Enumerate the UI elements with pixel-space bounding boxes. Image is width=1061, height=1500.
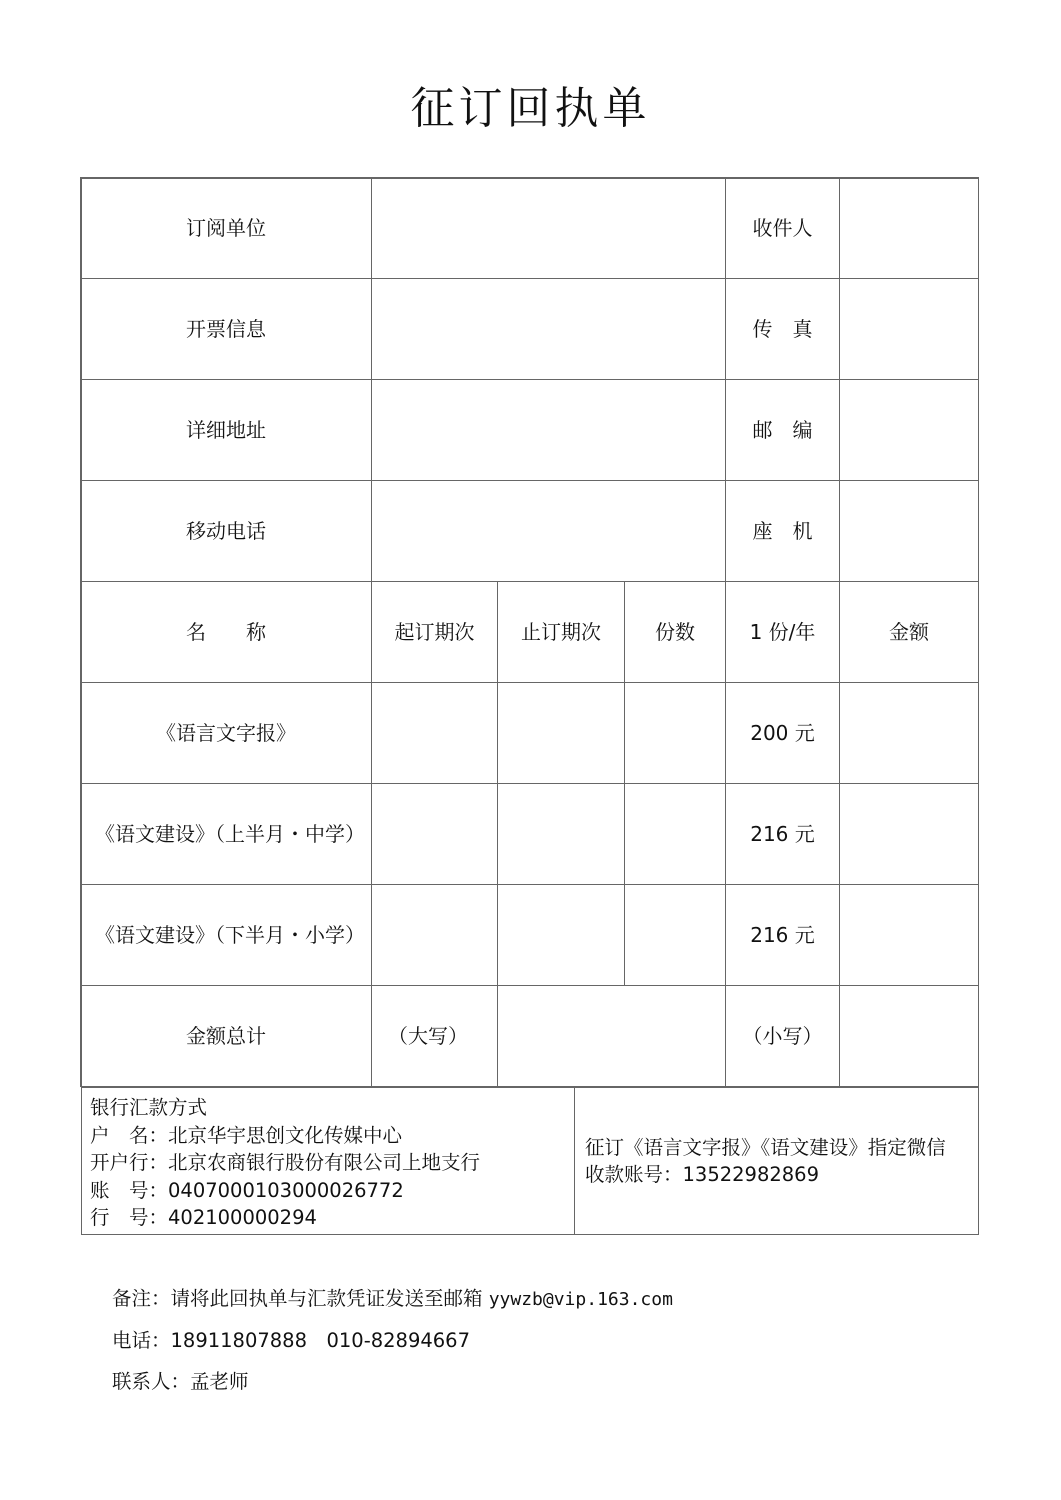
amount-field[interactable] (839, 783, 979, 885)
invoice-info-field[interactable] (371, 278, 726, 380)
postcode-field[interactable] (839, 379, 979, 481)
mobile-field[interactable] (371, 480, 726, 582)
copies-field[interactable] (624, 783, 726, 885)
subscription-form-table (81, 178, 979, 1087)
notes-section (112, 1278, 673, 1402)
wechat-account: 收款账号：13522982869 (585, 1163, 819, 1186)
bank-code: 行 号：402100000294 (90, 1206, 317, 1229)
bank-name: 开户行：北京农商银行股份有限公司上地支行 (90, 1151, 481, 1174)
header-end-issue: 止订期次 (497, 581, 625, 683)
bank-account-name: 户 名：北京华宇思创文化传媒中心 (90, 1123, 403, 1147)
item-name: 《语言文字报》 (80, 682, 372, 784)
start-issue-field[interactable] (371, 682, 498, 784)
start-issue-field[interactable] (371, 783, 498, 885)
landline-field[interactable] (839, 480, 979, 582)
phone-line: 电话：18911807888 010-82894667 (112, 1329, 470, 1352)
page-title: 征订回执单 (410, 83, 651, 134)
item-name: 《语文建设》（上半月・中学） (80, 783, 372, 885)
label-address: 详细地址 (80, 379, 372, 481)
contact-line: 联系人：孟老师 (112, 1370, 249, 1393)
address-field[interactable] (371, 379, 726, 481)
label-landline: 座 机 (725, 480, 840, 582)
amount-field[interactable] (839, 884, 979, 986)
item-price: 216 元 (725, 884, 840, 986)
start-issue-field[interactable] (371, 884, 498, 986)
bank-heading: 银行汇款方式 (90, 1096, 208, 1119)
copies-field[interactable] (624, 884, 726, 986)
label-lowercase: （小写） (725, 985, 840, 1087)
total-lowercase-field[interactable] (839, 985, 979, 1087)
remark-text: 备注：请将此回执单与汇款凭证发送至邮箱 (112, 1287, 489, 1310)
wechat-payment-info (574, 1087, 979, 1235)
label-fax: 传 真 (725, 278, 840, 380)
copies-field[interactable] (624, 682, 726, 784)
header-start-issue: 起订期次 (371, 581, 498, 683)
end-issue-field[interactable] (497, 884, 625, 986)
item-name: 《语文建设》（下半月・小学） (80, 884, 372, 986)
label-subscriber-unit: 订阅单位 (80, 177, 372, 279)
label-invoice-info: 开票信息 (80, 278, 372, 380)
amount-field[interactable] (839, 682, 979, 784)
subscriber-unit-field[interactable] (371, 177, 726, 279)
email-link[interactable]: yywzb@vip.163.com (488, 1289, 673, 1310)
header-price-per-year: 1 份/年 (725, 581, 840, 683)
remark-line (112, 1278, 673, 1320)
fax-field[interactable] (839, 278, 979, 380)
header-amount: 金额 (839, 581, 979, 683)
bank-transfer-info (81, 1087, 575, 1235)
label-recipient: 收件人 (725, 177, 840, 279)
item-price: 216 元 (725, 783, 840, 885)
label-mobile: 移动电话 (80, 480, 372, 582)
total-uppercase-field[interactable] (497, 985, 726, 1087)
label-uppercase: （大写） (371, 985, 498, 1087)
end-issue-field[interactable] (497, 682, 625, 784)
end-issue-field[interactable] (497, 783, 625, 885)
bank-account-number: 账 号：0407000103000026772 (90, 1178, 404, 1202)
item-price: 200 元 (725, 682, 840, 784)
label-total: 金额总计 (80, 985, 372, 1087)
label-postcode: 邮 编 (725, 379, 840, 481)
header-name: 名 称 (80, 581, 372, 683)
wechat-line-1: 征订《语言文字报》《语文建设》指定微信 (585, 1135, 946, 1159)
recipient-field[interactable] (839, 177, 979, 279)
header-copies: 份数 (624, 581, 726, 683)
